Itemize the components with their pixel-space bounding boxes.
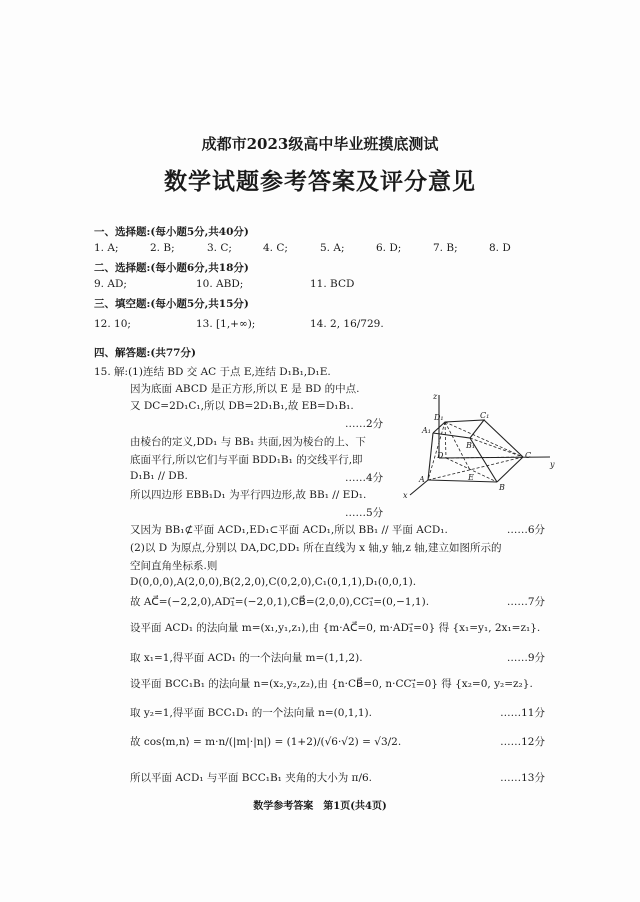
score-mark: ……12分 (500, 736, 545, 748)
answer: 13. [1,+∞); (196, 318, 256, 330)
figure-label: A (419, 475, 425, 484)
section-3-header: 三、填空题:(每小题5分,共15分) (94, 298, 249, 310)
figure-label: C (525, 451, 532, 460)
score-mark: ……9分 (506, 652, 545, 664)
figure-label: D₁ (434, 413, 444, 422)
solution-line: 所以四边形 EBB₁D₁ 为平行四边形,故 BB₁ // ED₁. (130, 489, 367, 501)
figure-label: y (550, 460, 555, 469)
solution-line: 取 y₂=1,得平面 BCC₁D₁ 的一个法向量 n=(0,1,1). (130, 707, 372, 719)
solution-line: 底面平行,所以它们与平面 BDD₁B₁ 的交线平行,即 (130, 454, 363, 466)
section-4-header: 四、解答题:(共77分) (94, 347, 196, 359)
section-2-header: 二、选择题:(每小题6分,共18分) (94, 262, 249, 274)
answer: 3. C; (207, 242, 232, 254)
figure-label: z (433, 392, 438, 401)
answer: 12. 10; (94, 318, 131, 330)
page-footer: 数学参考答案 第1页(共4页) (253, 801, 387, 812)
solution-line: 15. 解:(1)连结 BD 交 AC 于点 E,连结 D₁B₁,D₁E. (94, 366, 331, 378)
solution-line: 所以平面 ACD₁ 与平面 BCC₁B₁ 夹角的大小为 π/6. (130, 772, 373, 784)
figure-label: D (437, 451, 444, 460)
exam-title: 成都市2023级高中毕业班摸底测试 (201, 135, 439, 153)
solution-line: 取 x₁=1,得平面 ACD₁ 的一个法向量 m=(1,1,2). (130, 652, 363, 664)
figure-label: B₁ (466, 441, 476, 450)
answer: 2. B; (150, 242, 175, 254)
solution-line: 设平面 BCC₁B₁ 的法向量 n=(x₂,y₂,z₂),由 {n·CB⃗=0, n·CC₁⃗=0} 得 {x₂=0, y₂=z₂}. (130, 678, 533, 690)
section-1-header: 一、选择题:(每小题5分,共40分) (94, 226, 249, 238)
figure-label: E (468, 473, 474, 482)
answer: 6. D; (376, 242, 402, 254)
answer: 4. C; (263, 242, 288, 254)
figure-label: A₁ (422, 426, 431, 435)
answer: 1. A; (94, 242, 119, 254)
score-mark: ……11分 (500, 707, 545, 719)
answer: 5. A; (320, 242, 345, 254)
solution-line: 设平面 ACD₁ 的法向量 m=(x₁,y₁,z₁),由 {m·AC⃗=0, m·AD₁⃗=0} 得 {x₁=y₁, 2x₁=z₁}. (130, 622, 541, 634)
solution-line: 又 DC=2D₁C₁,所以 DB=2D₁B₁,故 EB=D₁B₁. (130, 400, 354, 412)
answer: 14. 2, 16/729. (310, 318, 384, 330)
score-mark: ……13分 (500, 772, 545, 784)
score-mark: ……5分 (345, 507, 384, 519)
figure-label: B (499, 483, 505, 492)
solution-line: D(0,0,0),A(2,0,0),B(2,2,0),C(0,2,0),C₁(0,1,1),D₁(0,0,1). (130, 576, 417, 588)
solution-line: (2)以 D 为原点,分别以 DA,DC,DD₁ 所在直线为 x 轴,y 轴,z 轴,建立如图所示的 (130, 542, 502, 554)
solution-line: D₁B₁ // DB. (130, 470, 188, 482)
solution-line: 空间直角坐标系.则 (130, 560, 218, 572)
solution-line: 又因为 BB₁⊄平面 ACD₁,ED₁⊂平面 ACD₁,所以 BB₁ // 平面 ACD₁. (130, 524, 448, 536)
answer: 8. D (489, 242, 511, 254)
answer: 10. ABD; (196, 278, 244, 290)
figure-label: C₁ (480, 411, 490, 420)
figure-label: x (403, 491, 408, 500)
score-mark: ……2分 (345, 418, 384, 430)
frustum-figure (400, 390, 560, 505)
solution-line: 由棱台的定义,DD₁ 与 BB₁ 共面,因为棱台的上、下 (130, 436, 366, 448)
solution-line: 因为底面 ABCD 是正方形,所以 E 是 BD 的中点. (130, 383, 360, 395)
score-mark: ……4分 (345, 472, 384, 484)
answer: 11. BCD (310, 278, 355, 290)
solution-line: 故 AC⃗=(−2,2,0),AD₁⃗=(−2,0,1),CB⃗=(2,0,0),CC₁⃗=(0,−1,1). (130, 596, 430, 608)
score-mark: ……6分 (506, 524, 545, 536)
score-mark: ……7分 (506, 596, 545, 608)
document-title: 数学试题参考答案及评分意见 (164, 168, 476, 195)
solution-line: 故 cos⟨m,n⟩ = m·n/(|m|·|n|) = (1+2)/(√6·√2) = √3/2. (130, 736, 402, 748)
answer: 7. B; (433, 242, 458, 254)
answer: 9. AD; (94, 278, 127, 290)
